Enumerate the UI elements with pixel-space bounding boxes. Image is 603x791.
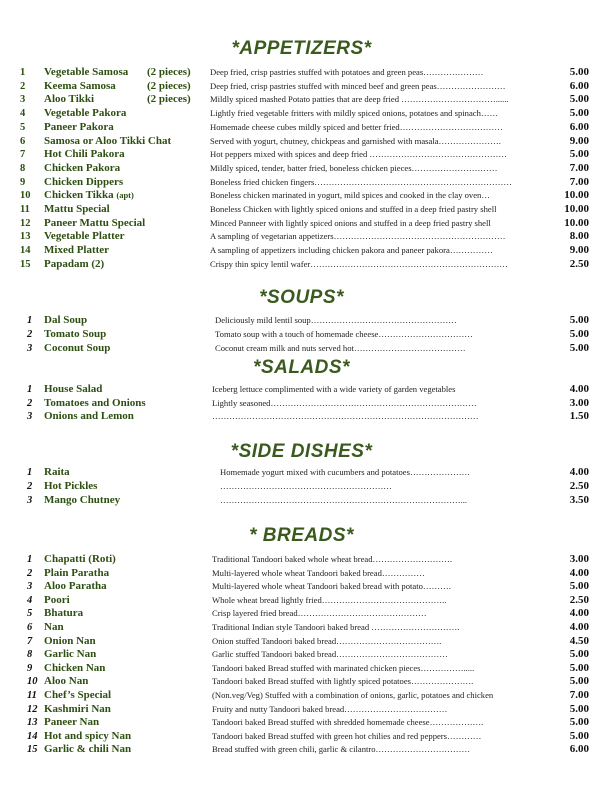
item-description: Deep fried, crisp pastries stuffed with potatoes and green peas………………… xyxy=(210,67,484,77)
item-description: Tandoori baked Bread stuffed with lightly spiced potatoes…………………. xyxy=(212,676,474,687)
menu-item-row xyxy=(0,135,603,148)
item-description: ………………………………………………………………………………… xyxy=(212,411,479,421)
item-number: 2 xyxy=(27,567,33,579)
item-price: 5.00 xyxy=(569,702,589,715)
item-name-text: Tomato Soup xyxy=(44,328,107,340)
item-number: 10 xyxy=(20,190,31,202)
item-description: Whole wheat bread lightly fried…………………………………….. xyxy=(212,594,447,605)
item-name-text: Garlic & chili Nan xyxy=(44,743,132,756)
menu-item-row xyxy=(0,121,603,134)
item-quantity: (2 pieces) xyxy=(147,93,191,106)
item-price: 5.00 xyxy=(569,716,589,729)
item-name-text: Hot and spicy Nan xyxy=(44,729,132,742)
item-name-text: Hot Pickles xyxy=(44,480,98,492)
menu-item-row xyxy=(0,189,603,202)
item-name-text: Aloo Nan xyxy=(44,675,89,688)
item-number: 1 xyxy=(27,554,33,565)
menu-item-row xyxy=(0,703,603,716)
item-name-text: Tomatoes and Onions xyxy=(44,396,146,409)
item-price: 5.00 xyxy=(569,148,589,161)
item-number: 6 xyxy=(27,622,33,633)
item-number: 15 xyxy=(27,744,38,756)
section-title: *APPETIZERS* xyxy=(231,38,372,59)
item-price: 4.00 xyxy=(569,383,589,395)
item-price: 5.00 xyxy=(569,93,589,106)
item-description: Lightly seasoned……………………………………………………………… xyxy=(212,397,477,408)
menu-item-row xyxy=(0,689,603,702)
item-name xyxy=(44,648,96,661)
menu-item-row xyxy=(0,107,603,120)
item-name xyxy=(44,217,145,230)
item-name xyxy=(44,480,97,493)
item-description: Mildly spiced, tender, batter fried, boneless chicken pieces………………………… xyxy=(210,162,498,173)
item-price: 6.00 xyxy=(569,743,589,756)
item-number: 3 xyxy=(27,411,33,422)
menu-item-row xyxy=(0,580,603,593)
item-name-text: Papadam (2) xyxy=(44,257,105,270)
item-name xyxy=(44,244,109,257)
item-price: 7.00 xyxy=(569,689,589,701)
item-name xyxy=(44,383,102,396)
item-price: 8.00 xyxy=(569,230,589,243)
item-number: 1 xyxy=(27,467,33,478)
item-description: Homemade yogurt mixed with cucumbers and potatoes………………… xyxy=(220,467,471,477)
item-description: Boneless fried chicken fingers…………………………………………………………… xyxy=(210,176,512,187)
item-price: 2.50 xyxy=(569,480,589,492)
item-number: 3 xyxy=(27,495,33,506)
item-name xyxy=(44,494,120,507)
item-number: 14 xyxy=(27,730,38,742)
menu-item-row xyxy=(0,162,603,175)
item-name xyxy=(44,553,116,566)
item-name-text: Chicken Pakora xyxy=(44,161,121,174)
item-description: Boneless chicken marinated in yogurt, mild spices and cooked in the clay oven… xyxy=(210,190,490,201)
item-number: 11 xyxy=(27,690,37,701)
item-number: 5 xyxy=(27,608,33,620)
item-description: Crispy thin spicy lentil wafer…………………………………………………………… xyxy=(210,258,508,269)
menu-item-row xyxy=(0,328,603,341)
menu-item-row xyxy=(0,716,603,729)
item-description: Onion stuffed Tandoori baked bread………………………………. xyxy=(212,635,442,646)
item-description: A sampling of appetizers including chicken pakora and paneer pakora…………… xyxy=(210,245,493,256)
item-name-text: Coconut Soup xyxy=(44,342,111,354)
item-price: 2.50 xyxy=(569,257,589,270)
item-price: 10.00 xyxy=(564,216,589,229)
item-description: Fruity and nutty Tandoori baked bread……………………………… xyxy=(212,703,448,714)
item-name-text: Chicken Dippers xyxy=(44,175,124,188)
item-description: Crisp layered fried bread……………………………………… xyxy=(212,608,427,619)
item-description: Mildly spiced mashed Potato patties that are deep fried ……………………………...... xyxy=(210,94,509,105)
item-number: 13 xyxy=(27,717,38,729)
menu-item-row xyxy=(0,176,603,189)
item-number: 12 xyxy=(20,217,31,229)
item-name-text: Plain Paratha xyxy=(44,566,110,579)
menu-item-row xyxy=(0,466,603,479)
item-number: 8 xyxy=(20,162,26,174)
item-description: …………………………………………………… xyxy=(220,481,392,491)
item-number: 15 xyxy=(20,258,31,270)
item-name xyxy=(44,148,125,161)
item-price: 9.00 xyxy=(569,244,589,257)
item-name-text: Kashmiri Nan xyxy=(44,702,111,715)
item-name xyxy=(44,594,70,607)
item-name-text: House Salad xyxy=(44,383,103,395)
item-name-text: Vegetable Pakora xyxy=(44,107,127,120)
menu-item-row xyxy=(0,662,603,675)
item-name xyxy=(44,203,110,216)
item-description: Coconut cream milk and nuts served hot………………………………… xyxy=(215,343,466,353)
menu-item-row xyxy=(0,553,603,566)
item-price: 4.00 xyxy=(569,466,589,478)
item-name xyxy=(44,80,116,93)
item-name-text: Raita xyxy=(44,466,70,478)
item-price: 6.00 xyxy=(569,120,589,133)
item-number: 3 xyxy=(27,343,33,354)
item-number: 13 xyxy=(20,231,31,243)
item-number: 1 xyxy=(27,384,33,395)
menu-item-row xyxy=(0,93,603,106)
item-price: 4.00 xyxy=(569,566,589,579)
item-price: 5.00 xyxy=(569,675,589,688)
item-number: 6 xyxy=(20,135,26,147)
item-number: 10 xyxy=(27,676,38,688)
item-name xyxy=(44,716,99,729)
item-name xyxy=(44,230,125,243)
item-name xyxy=(44,410,134,423)
item-price: 5.00 xyxy=(569,66,589,78)
item-name xyxy=(44,607,83,620)
item-price: 3.00 xyxy=(569,553,589,565)
menu-item-row xyxy=(0,217,603,230)
menu-item-row xyxy=(0,258,603,271)
menu-item-row xyxy=(0,342,603,355)
item-name-text: Poori xyxy=(44,593,70,606)
item-name xyxy=(44,635,96,648)
item-name-note: (apt) xyxy=(116,190,134,201)
item-name xyxy=(44,466,70,479)
item-name-text: Onions and Lemon xyxy=(44,410,134,422)
item-name-text: Dal Soup xyxy=(44,314,88,326)
section-title: *SOUPS* xyxy=(259,287,344,308)
section-title: *SIDE DISHES* xyxy=(230,441,373,462)
menu-item-row xyxy=(0,203,603,216)
item-number: 2 xyxy=(27,481,33,492)
item-description: Served with yogurt, chutney, chickpeas and garnished with masala…………………. xyxy=(210,135,501,146)
item-price: 4.00 xyxy=(569,607,589,620)
item-description: Minced Panneer with lightly spiced onions and stuffed in a deep fried pastry shell xyxy=(210,217,491,228)
item-price: 5.00 xyxy=(569,729,589,742)
item-number: 4 xyxy=(20,108,26,120)
item-description: Garlic stuffed Tandoori baked bread………………………………… xyxy=(212,649,448,660)
menu-item-row xyxy=(0,675,603,688)
item-description: Bread stuffed with green chili, garlic & cilantro…………………………… xyxy=(212,744,471,755)
item-number: 9 xyxy=(20,176,26,188)
item-name-text: Chapatti (Roti) xyxy=(44,553,116,565)
item-name xyxy=(44,675,88,688)
menu-item-row xyxy=(0,148,603,161)
item-name xyxy=(44,580,107,593)
item-description: Multi-layered whole wheat Tandoori baked bread with potato………. xyxy=(212,581,451,592)
item-price: 5.00 xyxy=(569,328,589,340)
item-name-text: Samosa or Aloo Tikki Chat xyxy=(44,134,172,147)
item-name xyxy=(44,93,94,106)
item-name xyxy=(44,662,105,675)
item-number: 5 xyxy=(20,121,26,133)
item-name xyxy=(44,328,106,341)
item-name-text: Chicken Tikka xyxy=(44,189,114,202)
menu-item-row xyxy=(0,635,603,648)
menu-item-row xyxy=(0,480,603,493)
item-number: 2 xyxy=(27,397,33,409)
item-description: Lightly fried vegetable fritters with mildly spiced onions, potatoes and spinach…… xyxy=(210,108,499,119)
menu-item-row xyxy=(0,621,603,634)
item-name-text: Vegetable Samosa xyxy=(44,66,129,78)
item-name-text: Garlic Nan xyxy=(44,648,97,661)
item-name xyxy=(44,135,171,148)
item-name xyxy=(44,162,120,175)
item-description: Boneless Chicken with lightly spiced onions and stuffed in a deep fried pastry shell xyxy=(210,204,497,214)
item-number: 2 xyxy=(27,329,33,340)
item-name-text: Bhatura xyxy=(44,607,84,620)
item-number: 14 xyxy=(20,245,31,257)
item-number: 7 xyxy=(20,149,26,161)
item-name xyxy=(44,743,131,756)
item-price: 5.00 xyxy=(569,107,589,120)
item-description: Hot peppers mixed with spices and deep fried ………………………………………… xyxy=(210,149,507,160)
item-description: Tandoori baked Bread stuffed with marinated chicken pieces……………..... xyxy=(212,662,475,673)
item-price: 2.50 xyxy=(569,593,589,606)
menu-item-row xyxy=(0,410,603,423)
item-price: 9.00 xyxy=(569,134,589,147)
item-price: 5.00 xyxy=(569,342,589,354)
menu-item-row xyxy=(0,230,603,243)
item-name-text: Hot Chili Pakora xyxy=(44,148,125,161)
item-price: 3.50 xyxy=(569,494,589,506)
item-name-text: Paneer Pakora xyxy=(44,120,114,133)
menu-item-row xyxy=(0,494,603,507)
item-name xyxy=(44,176,123,189)
item-number: 7 xyxy=(27,635,33,647)
item-name-text: Keema Samosa xyxy=(44,79,116,92)
item-name xyxy=(44,258,104,271)
item-name-text: Chicken Nan xyxy=(44,661,106,674)
item-description: Multi-layered whole wheat Tandoori baked bread…………… xyxy=(212,567,425,578)
item-description: Iceberg lettuce complimented with a wide variety of garden vegetables xyxy=(212,384,456,394)
item-price: 4.00 xyxy=(569,621,589,633)
item-price: 7.00 xyxy=(569,175,589,188)
item-number: 2 xyxy=(20,80,26,92)
menu-item-row xyxy=(0,648,603,661)
menu-item-row xyxy=(0,743,603,756)
menu-item-row xyxy=(0,397,603,410)
item-description: Tandoori baked Bread stuffed with green hot chilies and red peppers………… xyxy=(212,730,482,741)
item-description: Traditional Tandoori baked whole wheat bread………………………. xyxy=(212,554,452,564)
item-number: 11 xyxy=(20,204,30,215)
item-description: Homemade cheese cubes mildly spiced and better fried……………………………… xyxy=(210,121,503,132)
item-description: …………………………………………………………………………... xyxy=(220,495,468,505)
item-number: 8 xyxy=(27,649,33,661)
item-description: Deliciously mild lentil soup…………………………………………… xyxy=(215,315,457,325)
item-description: Tomato soup with a touch of homemade cheese…………………………… xyxy=(215,329,473,339)
item-number: 3 xyxy=(27,581,33,593)
section-title: * BREADS* xyxy=(249,525,354,546)
menu-item-row xyxy=(0,607,603,620)
item-price: 5.00 xyxy=(569,661,589,674)
section-title: *SALADS* xyxy=(253,357,350,378)
item-number: 4 xyxy=(27,594,33,606)
item-name-text: Nan xyxy=(44,621,64,633)
item-name xyxy=(44,342,110,355)
menu-item-row xyxy=(0,383,603,396)
item-name xyxy=(44,397,146,410)
item-name-text: Aloo Tikki xyxy=(44,93,95,106)
item-price: 4.50 xyxy=(569,634,589,647)
item-name xyxy=(44,107,126,120)
menu-item-row xyxy=(0,80,603,93)
item-number: 9 xyxy=(27,662,33,674)
item-price: 6.00 xyxy=(569,79,589,92)
item-number: 3 xyxy=(20,94,26,106)
item-name-text: Paneer Nan xyxy=(44,716,100,729)
item-name xyxy=(44,567,109,580)
menu-item-row xyxy=(0,730,603,743)
item-description: Tandoori baked Bread stuffed with shredded homemade cheese………………. xyxy=(212,717,484,728)
menu-item-row xyxy=(0,244,603,257)
item-price: 10.00 xyxy=(564,189,589,202)
item-name xyxy=(44,314,87,327)
item-price: 5.00 xyxy=(569,648,589,661)
item-name xyxy=(44,66,128,79)
item-name xyxy=(44,703,111,716)
item-price: 5.00 xyxy=(569,314,589,326)
item-price: 1.50 xyxy=(569,410,589,422)
item-name xyxy=(44,121,114,134)
item-name-text: Vegetable Platter xyxy=(44,230,125,243)
item-quantity: (2 pieces) xyxy=(147,66,191,78)
item-number: 12 xyxy=(27,703,38,715)
item-description: (Non.veg/Veg) Stuffed with a combination of onions, garlic, potatoes and chicken xyxy=(212,690,494,700)
item-number: 1 xyxy=(27,315,33,326)
item-name-text: Aloo Paratha xyxy=(44,580,107,593)
item-description: Deep fried, crisp pastries stuffed with minced beef and green peas…………………… xyxy=(210,80,506,91)
item-quantity: (2 pieces) xyxy=(147,79,191,92)
item-name-text: Paneer Mattu Special xyxy=(44,216,146,229)
item-price: 5.00 xyxy=(569,580,589,593)
item-name xyxy=(44,189,134,202)
item-name-text: Chef’s Special xyxy=(44,689,112,701)
item-name-text: Onion Nan xyxy=(44,634,96,647)
item-name-text: Mattu Special xyxy=(44,203,110,215)
item-name xyxy=(44,730,131,743)
item-name xyxy=(44,689,111,702)
item-price: 3.00 xyxy=(569,396,589,409)
item-price: 7.00 xyxy=(569,161,589,174)
item-description: Traditional Indian style Tandoori baked bread …………………………. xyxy=(212,622,460,632)
item-price: 10.00 xyxy=(564,203,589,215)
menu-item-row xyxy=(0,66,603,79)
menu-item-row xyxy=(0,594,603,607)
item-name xyxy=(44,621,64,634)
item-description: A sampling of vegetarian appetizers…………………………………………………… xyxy=(210,231,506,242)
menu-item-row xyxy=(0,567,603,580)
item-number: 1 xyxy=(20,67,26,78)
item-name-text: Mixed Platter xyxy=(44,244,110,257)
item-name-text: Mango Chutney xyxy=(44,494,121,506)
menu-item-row xyxy=(0,314,603,327)
